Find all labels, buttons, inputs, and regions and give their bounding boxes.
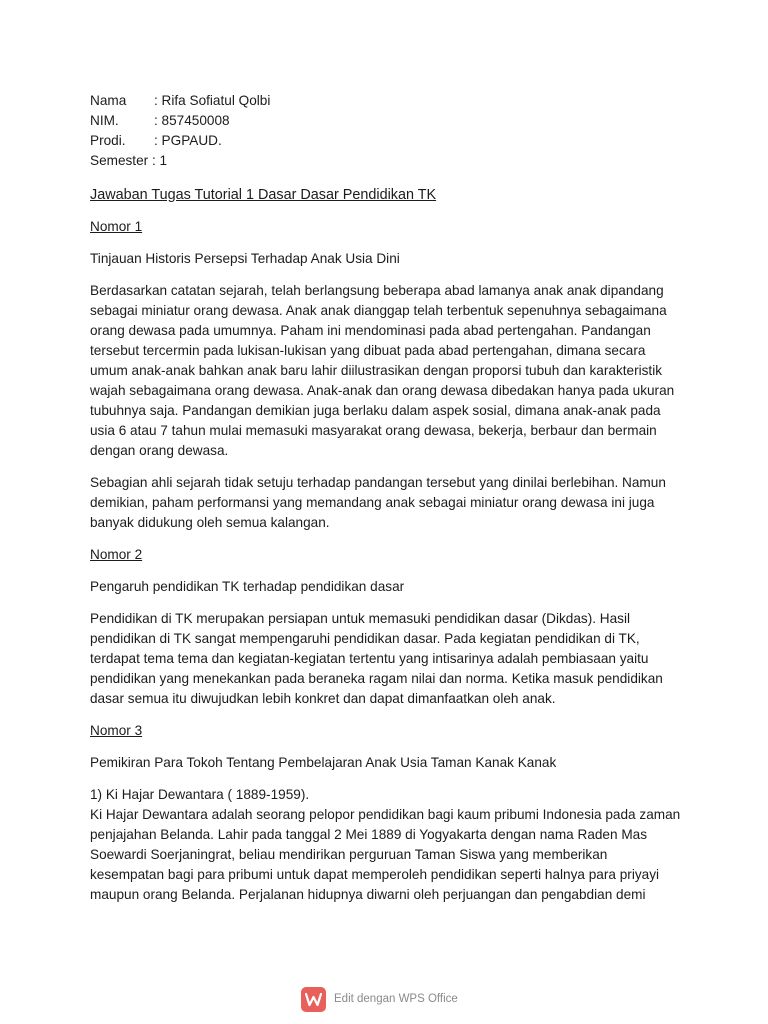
section-2-paragraph-1: Pendidikan di TK merupakan persiapan untuk memasuki pendidikan dasar (Dikdas). Hasil pendidikan di TK sangat mempengaruhi pendidikan dasar. Pada kegiatan pendidikan di TK, terdapat tema tema dan kegiatan-kegiatan tertentu yang intisarinya adalah pembiasaan yaitu pendidikan yang menekankan pada beraneka ragam nilai dan norma. Ketika masuk pendidikan dasar semua itu diwujudkan lebih konkret dan dapat dimanfaatkan oleh anak.	[90, 611, 663, 706]
semester-row: Semester : 1	[90, 153, 168, 168]
section-3-subtitle: Pemikiran Para Tokoh Tentang Pembelajaran Anak Usia Taman Kanak Kanak	[90, 755, 557, 770]
wps-edit-link[interactable]: Edit dengan WPS Office	[334, 993, 458, 1005]
section-2-heading: Nomor 2	[90, 547, 143, 562]
nim-row	[90, 111, 685, 131]
section-3-item-title: 1) Ki Hajar Dewantara ( 1889-1959).	[90, 787, 310, 802]
section-3-item	[90, 785, 685, 905]
section-1-heading: Nomor 1	[90, 219, 143, 234]
nama-row	[90, 91, 685, 111]
section-1-subtitle: Tinjauan Historis Persepsi Terhadap Anak Usia Dini	[90, 251, 400, 266]
nim-value: : 857450008	[154, 113, 230, 128]
document-title: Jawaban Tugas Tutorial 1 Dasar Dasar Pendidikan TK	[90, 187, 437, 203]
wps-edit-footer[interactable]	[301, 985, 458, 1013]
section-3-item-text: Ki Hajar Dewantara adalah seorang pelopor pendidikan bagi kaum pribumi Indonesia pada zaman penjajahan Belanda. Lahir pada tanggal 2 Mei 1889 di Yogyakarta dengan nama Raden Mas Soewardi Soerjaningrat, beliau mendirikan perguruan Taman Siswa yang memberikan kesempatan bagi para pribumi untuk dapat memperoleh pendidikan seperti halnya para priyayi maupun orang Belanda. Perjalanan hidupnya diwarni oleh perjuangan dan pengabdian demi	[90, 807, 681, 902]
section-3-heading: Nomor 3	[90, 723, 143, 738]
wps-office-logo-icon	[301, 987, 326, 1012]
section-1-paragraph-2: Sebagian ahli sejarah tidak setuju terhadap pandangan tersebut yang dinilai berlebihan. Namun demikian, paham performansi yang memandang anak sebagai miniatur orang dewasa ini juga banyak didukung oleh semua kalangan.	[90, 475, 666, 530]
section-2-subtitle: Pengaruh pendidikan TK terhadap pendidikan dasar	[90, 579, 405, 594]
prodi-label: Prodi.	[90, 133, 126, 148]
nama-label: Nama	[90, 93, 127, 108]
document-content	[90, 91, 685, 905]
prodi-value: : PGPAUD.	[154, 133, 222, 148]
nama-value: : Rifa Sofiatul Qolbi	[154, 93, 271, 108]
wps-w-glyph-icon	[305, 992, 322, 1007]
prodi-row	[90, 131, 685, 151]
nim-label: NIM.	[90, 113, 119, 128]
section-1-paragraph-1: Berdasarkan catatan sejarah, telah berlangsung beberapa abad lamanya anak anak dipandang sebagai miniatur orang dewasa. Anak anak dianggap telah terbentuk sepenuhnya sebagaimana orang dewasa pada umumnya. Paham ini mendominasi pada abad pertengahan. Pandangan tersebut tercermin pada lukisan-lukisan yang dibuat pada abad pertengahan, dimana secara umum anak-anak bahkan anak baru lahir diilustrasikan dengan proporsi tubuh dan karakteristik wajah sebagaimana orang dewasa. Anak-anak dan orang dewasa dibedakan hanya pada ukuran tubuhnya saja. Pandangan demikian juga berlaku dalam aspek sosial, dimana anak-anak pada usia 6 atau 7 tahun mulai memasuki masyarakat orang dewasa, bekerja, berbaur dan bermain dengan orang dewasa.	[90, 283, 675, 458]
